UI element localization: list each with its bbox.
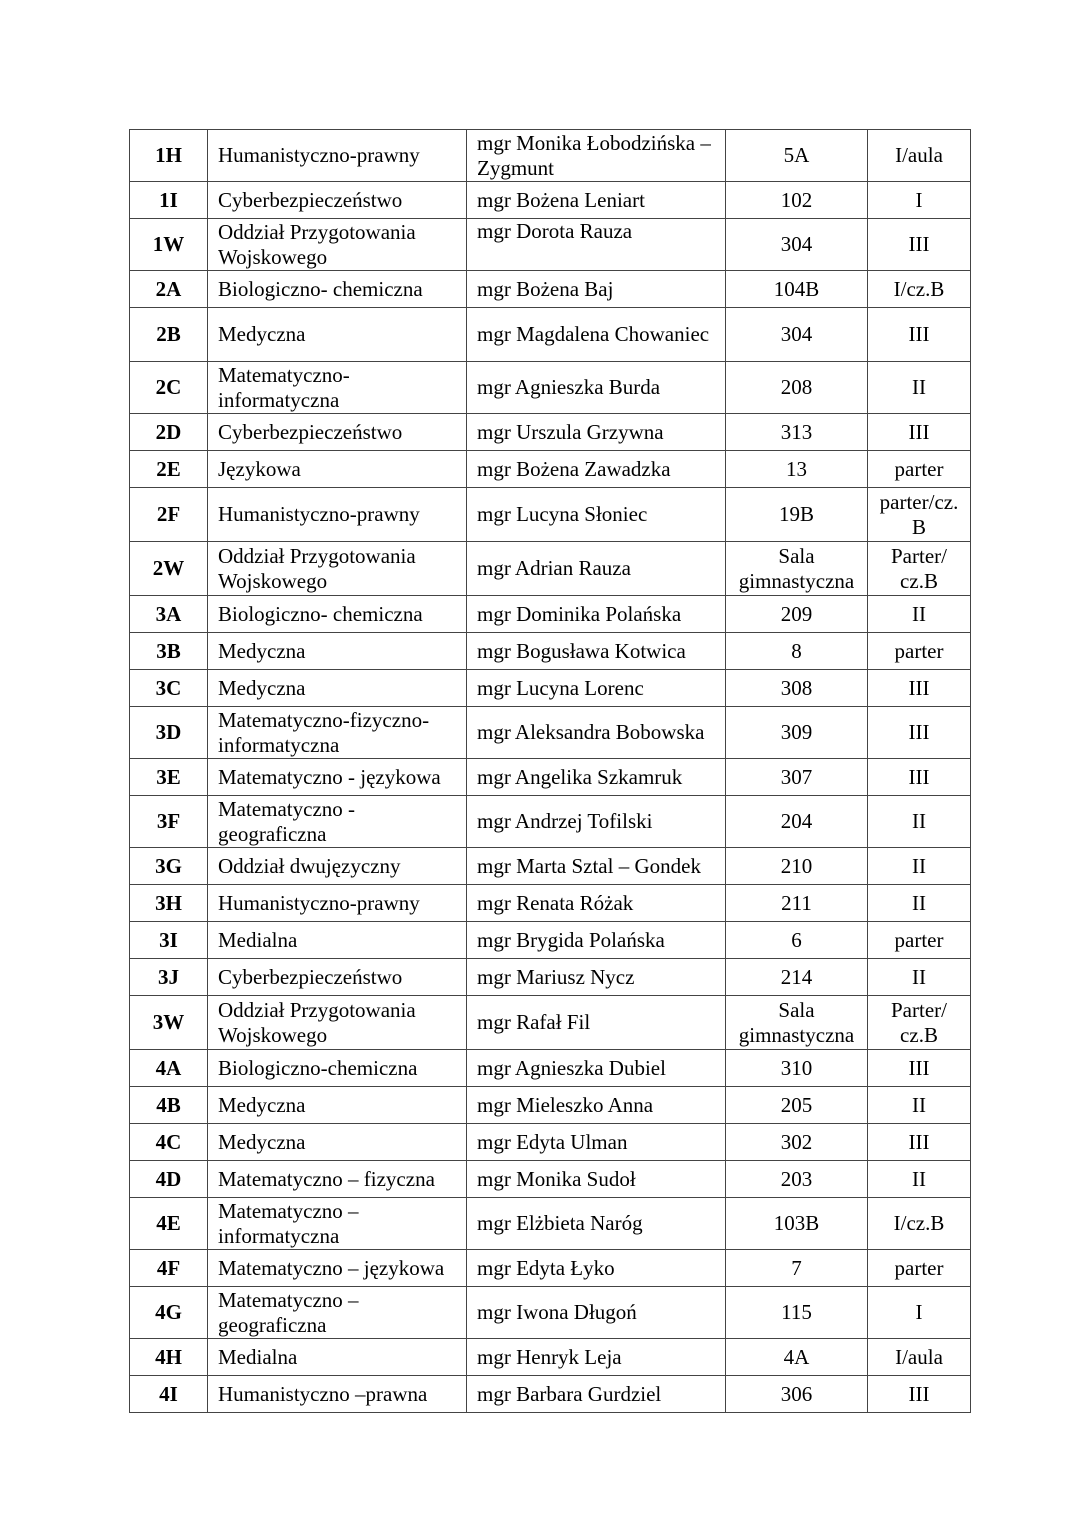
floor-cell: II — [868, 596, 971, 633]
profile-cell: Matematyczno- informatyczna — [208, 362, 467, 414]
table-row — [130, 1250, 971, 1287]
floor-cell: III — [868, 308, 971, 362]
room-cell: 310 — [726, 1050, 868, 1087]
floor-cell: III — [868, 1050, 971, 1087]
profile-cell: Humanistyczno-prawny — [208, 885, 467, 922]
teacher-cell: mgr Bożena Zawadzka — [467, 451, 726, 488]
room-cell: 4A — [726, 1339, 868, 1376]
profile-cell: Biologiczno- chemiczna — [208, 271, 467, 308]
teacher-cell: mgr Adrian Rauza — [467, 542, 726, 596]
floor-cell: Parter/ cz.B — [868, 542, 971, 596]
room-cell: 6 — [726, 922, 868, 959]
room-cell: 309 — [726, 707, 868, 759]
room-cell: 210 — [726, 848, 868, 885]
table-row — [130, 1287, 971, 1339]
class-code-cell: 3C — [130, 670, 208, 707]
room-cell: 103B — [726, 1198, 868, 1250]
table-row — [130, 596, 971, 633]
table-row — [130, 848, 971, 885]
class-code-cell: 2B — [130, 308, 208, 362]
table-row — [130, 308, 971, 362]
floor-cell: III — [868, 414, 971, 451]
floor-cell: II — [868, 1087, 971, 1124]
room-cell: 304 — [726, 219, 868, 271]
profile-cell: Medyczna — [208, 670, 467, 707]
table-row — [130, 707, 971, 759]
table-row — [130, 796, 971, 848]
table-row — [130, 633, 971, 670]
profile-cell: Medyczna — [208, 633, 467, 670]
profile-cell: Medyczna — [208, 1124, 467, 1161]
table-row — [130, 542, 971, 596]
floor-cell: II — [868, 959, 971, 996]
teacher-cell: mgr Renata Różak — [467, 885, 726, 922]
room-cell: Sala gimnastyczna — [726, 996, 868, 1050]
room-cell: 13 — [726, 451, 868, 488]
floor-cell: I — [868, 182, 971, 219]
class-code-cell: 4D — [130, 1161, 208, 1198]
room-cell: 308 — [726, 670, 868, 707]
table-row — [130, 219, 971, 271]
table-row — [130, 1087, 971, 1124]
profile-cell: Matematyczno – językowa — [208, 1250, 467, 1287]
room-cell: 104B — [726, 271, 868, 308]
floor-cell: II — [868, 885, 971, 922]
teacher-cell: mgr Edyta Łyko — [467, 1250, 726, 1287]
profile-cell: Matematyczno – fizyczna — [208, 1161, 467, 1198]
profile-cell: Medialna — [208, 1339, 467, 1376]
teacher-cell: mgr Andrzej Tofilski — [467, 796, 726, 848]
floor-cell: III — [868, 707, 971, 759]
teacher-cell: mgr Edyta Ulman — [467, 1124, 726, 1161]
teacher-cell: mgr Magdalena Chowaniec — [467, 308, 726, 362]
room-cell: 204 — [726, 796, 868, 848]
room-cell: 209 — [726, 596, 868, 633]
class-code-cell: 1H — [130, 130, 208, 182]
room-cell: 307 — [726, 759, 868, 796]
floor-cell: parter — [868, 1250, 971, 1287]
profile-cell: Humanistyczno-prawny — [208, 488, 467, 542]
floor-cell: I/cz.B — [868, 271, 971, 308]
profile-cell: Matematyczno - językowa — [208, 759, 467, 796]
profile-cell: Oddział Przygotowania Wojskowego — [208, 996, 467, 1050]
floor-cell: II — [868, 796, 971, 848]
floor-cell: parter — [868, 922, 971, 959]
teacher-cell: mgr Lucyna Słoniec — [467, 488, 726, 542]
teacher-cell: mgr Barbara Gurdziel — [467, 1376, 726, 1413]
class-code-cell: 2C — [130, 362, 208, 414]
floor-cell: I/cz.B — [868, 1198, 971, 1250]
teacher-cell: mgr Marta Sztal – Gondek — [467, 848, 726, 885]
class-code-cell: 4A — [130, 1050, 208, 1087]
profile-cell: Humanistyczno-prawny — [208, 130, 467, 182]
teacher-cell: mgr Angelika Szkamruk — [467, 759, 726, 796]
table-row — [130, 1161, 971, 1198]
profile-cell: Medialna — [208, 922, 467, 959]
class-code-cell: 1I — [130, 182, 208, 219]
teacher-cell: mgr Henryk Leja — [467, 1339, 726, 1376]
profile-cell: Oddział Przygotowania Wojskowego — [208, 542, 467, 596]
profile-cell: Matematyczno – geograficzna — [208, 1287, 467, 1339]
class-code-cell: 3F — [130, 796, 208, 848]
table-row — [130, 759, 971, 796]
teacher-cell: mgr Iwona Długoń — [467, 1287, 726, 1339]
teacher-cell: mgr Dominika Polańska — [467, 596, 726, 633]
floor-cell: parter — [868, 633, 971, 670]
teacher-cell: mgr Dorota Rauza — [467, 219, 726, 271]
room-cell: 102 — [726, 182, 868, 219]
profile-cell: Biologiczno- chemiczna — [208, 596, 467, 633]
teacher-cell: mgr Bożena Leniart — [467, 182, 726, 219]
class-code-cell: 4E — [130, 1198, 208, 1250]
class-code-cell: 3H — [130, 885, 208, 922]
table-row — [130, 670, 971, 707]
room-cell: 302 — [726, 1124, 868, 1161]
teacher-cell: mgr Mieleszko Anna — [467, 1087, 726, 1124]
profile-cell: Matematyczno – informatyczna — [208, 1198, 467, 1250]
room-cell: 306 — [726, 1376, 868, 1413]
room-cell: 313 — [726, 414, 868, 451]
table-row — [130, 362, 971, 414]
table-row — [130, 488, 971, 542]
room-cell: 7 — [726, 1250, 868, 1287]
room-cell: 115 — [726, 1287, 868, 1339]
room-cell: 304 — [726, 308, 868, 362]
class-code-cell: 3J — [130, 959, 208, 996]
class-code-cell: 2W — [130, 542, 208, 596]
teacher-cell: mgr Elżbieta Naróg — [467, 1198, 726, 1250]
teacher-cell: mgr Bogusława Kotwica — [467, 633, 726, 670]
table-row — [130, 182, 971, 219]
class-code-cell: 3B — [130, 633, 208, 670]
class-code-cell: 2D — [130, 414, 208, 451]
room-cell: 205 — [726, 1087, 868, 1124]
profile-cell: Cyberbezpieczeństwo — [208, 182, 467, 219]
room-cell: 203 — [726, 1161, 868, 1198]
floor-cell: II — [868, 1161, 971, 1198]
room-cell: 19B — [726, 488, 868, 542]
room-cell: Sala gimnastyczna — [726, 542, 868, 596]
table-row — [130, 451, 971, 488]
profile-cell: Oddział Przygotowania Wojskowego — [208, 219, 467, 271]
teacher-cell: mgr Aleksandra Bobowska — [467, 707, 726, 759]
table-row — [130, 271, 971, 308]
class-code-cell: 3A — [130, 596, 208, 633]
teacher-cell: mgr Bożena Baj — [467, 271, 726, 308]
table-row — [130, 1050, 971, 1087]
floor-cell: III — [868, 670, 971, 707]
floor-cell: III — [868, 219, 971, 271]
floor-cell: II — [868, 362, 971, 414]
teacher-cell: mgr Brygida Polańska — [467, 922, 726, 959]
profile-cell: Biologiczno-chemiczna — [208, 1050, 467, 1087]
table-row — [130, 996, 971, 1050]
teacher-cell: mgr Monika Łobodzińska – Zygmunt — [467, 130, 726, 182]
room-cell: 214 — [726, 959, 868, 996]
profile-cell: Medyczna — [208, 308, 467, 362]
class-assignment-table — [129, 129, 971, 1413]
floor-cell: III — [868, 1376, 971, 1413]
profile-cell: Medyczna — [208, 1087, 467, 1124]
room-cell: 208 — [726, 362, 868, 414]
profile-cell: Cyberbezpieczeństwo — [208, 414, 467, 451]
table-row — [130, 1339, 971, 1376]
teacher-cell: mgr Rafał Fil — [467, 996, 726, 1050]
class-code-cell: 4H — [130, 1339, 208, 1376]
table-row — [130, 1376, 971, 1413]
floor-cell: Parter/ cz.B — [868, 996, 971, 1050]
teacher-cell: mgr Agnieszka Burda — [467, 362, 726, 414]
teacher-cell: mgr Urszula Grzywna — [467, 414, 726, 451]
class-code-cell: 4I — [130, 1376, 208, 1413]
table-row — [130, 1198, 971, 1250]
class-code-cell: 2A — [130, 271, 208, 308]
class-code-cell: 4G — [130, 1287, 208, 1339]
teacher-cell: mgr Mariusz Nycz — [467, 959, 726, 996]
room-cell: 5A — [726, 130, 868, 182]
profile-cell: Oddział dwujęzyczny — [208, 848, 467, 885]
table-row — [130, 922, 971, 959]
floor-cell: I — [868, 1287, 971, 1339]
floor-cell: I/aula — [868, 1339, 971, 1376]
class-code-cell: 4C — [130, 1124, 208, 1161]
room-cell: 211 — [726, 885, 868, 922]
class-code-cell: 2F — [130, 488, 208, 542]
class-code-cell: 2E — [130, 451, 208, 488]
table-row — [130, 414, 971, 451]
floor-cell: III — [868, 1124, 971, 1161]
class-code-cell: 3E — [130, 759, 208, 796]
profile-cell: Językowa — [208, 451, 467, 488]
class-code-cell: 3W — [130, 996, 208, 1050]
class-code-cell: 3I — [130, 922, 208, 959]
class-code-cell: 4B — [130, 1087, 208, 1124]
profile-cell: Cyberbezpieczeństwo — [208, 959, 467, 996]
teacher-cell: mgr Monika Sudoł — [467, 1161, 726, 1198]
profile-cell: Matematyczno-fizyczno-informatyczna — [208, 707, 467, 759]
floor-cell: III — [868, 759, 971, 796]
class-code-cell: 3D — [130, 707, 208, 759]
profile-cell: Humanistyczno –prawna — [208, 1376, 467, 1413]
class-code-cell: 4F — [130, 1250, 208, 1287]
table-row — [130, 1124, 971, 1161]
floor-cell: parter — [868, 451, 971, 488]
profile-cell: Matematyczno - geograficzna — [208, 796, 467, 848]
teacher-cell: mgr Agnieszka Dubiel — [467, 1050, 726, 1087]
floor-cell: II — [868, 848, 971, 885]
class-code-cell: 1W — [130, 219, 208, 271]
floor-cell: I/aula — [868, 130, 971, 182]
floor-cell: parter/cz. B — [868, 488, 971, 542]
table-row — [130, 130, 971, 182]
room-cell: 8 — [726, 633, 868, 670]
table-row — [130, 959, 971, 996]
teacher-cell: mgr Lucyna Lorenc — [467, 670, 726, 707]
class-code-cell: 3G — [130, 848, 208, 885]
table-row — [130, 885, 971, 922]
